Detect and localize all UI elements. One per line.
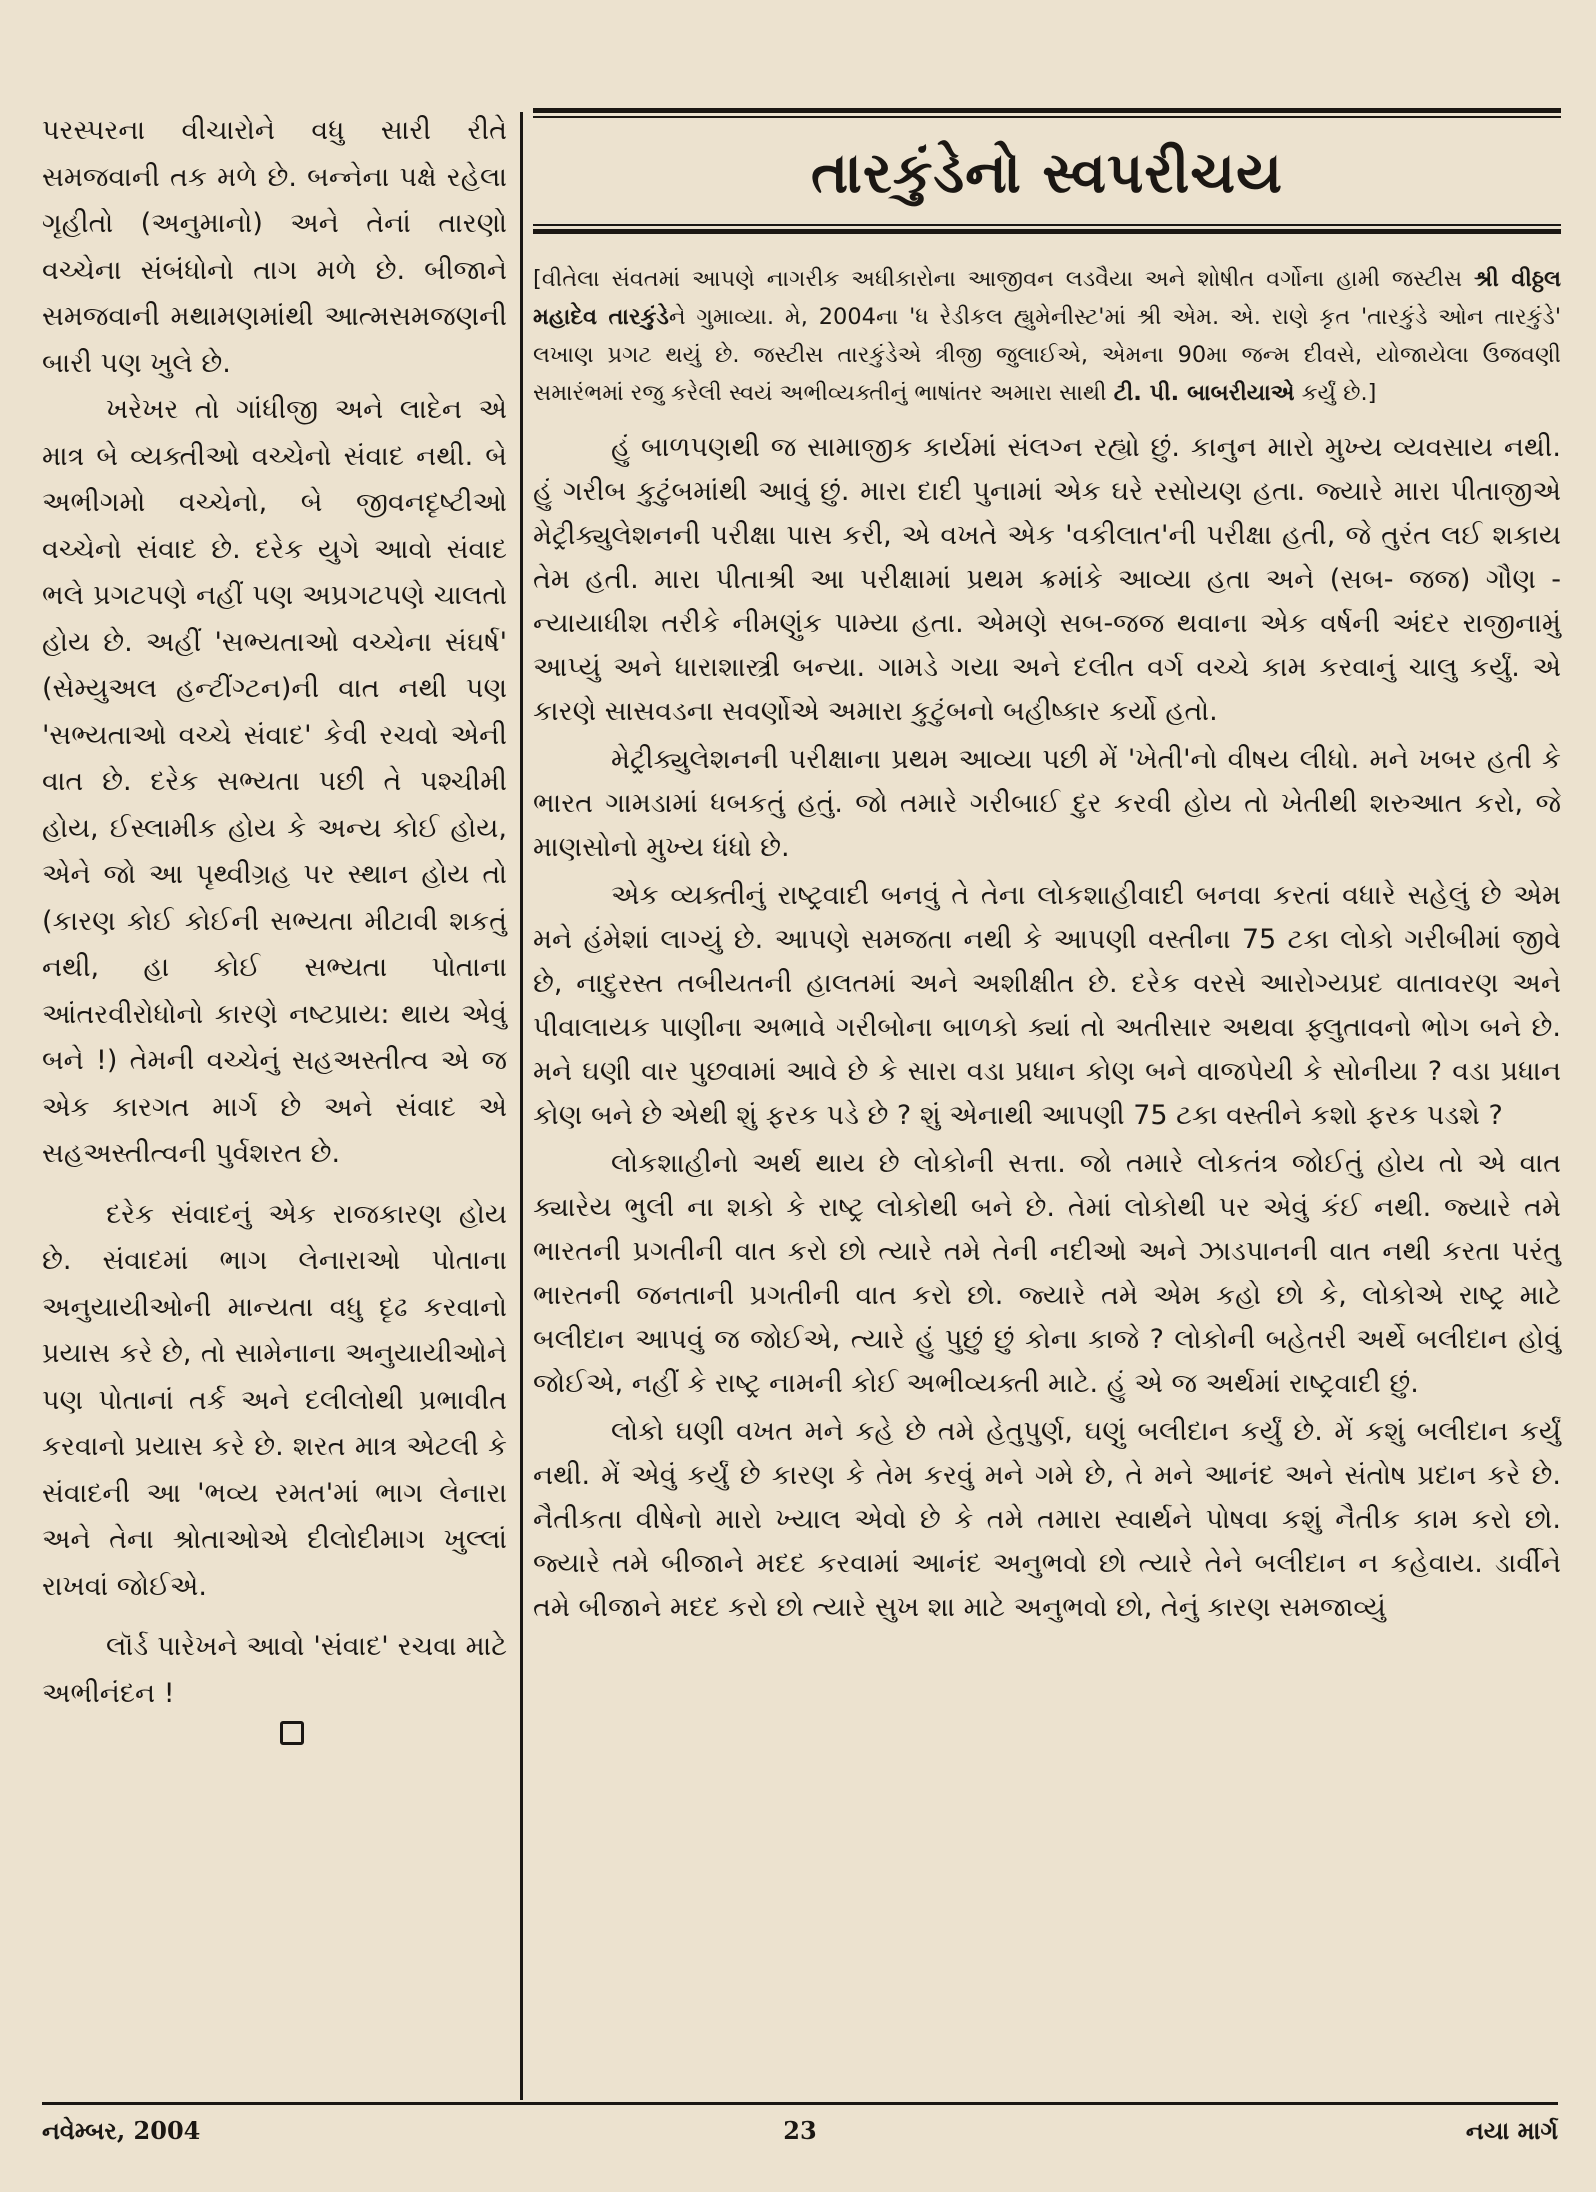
editor-note-part2: ને ગુમાવ્યા. મે, 2004ના 'ધ રેડીકલ હ્યુમેનીસ્ટ'માં શ્રી એમ. એ. રાણે કૃત 'તારકુંડે ઓન તારકુંડે' લખાણ પ્રગટ થયું છે. જસ્ટીસ તારકુંડેએ ત્રીજી જુલાઈએ, એમના 90મા જન્મ દીવસે, યોજાયેલા ઉજવણી સમારંભમાં રજુ કરેલી સ્વયં અભીવ્યક્તીનું ભાષાંતર અમારા સાથી (533, 304, 1562, 406)
article-body (533, 426, 1561, 1630)
article-column (533, 108, 1561, 1630)
left-paragraph-4: લૉર્ડ પારેખને આવો 'સંવાદ' રચવા માટે અભીનંદન ! (42, 1631, 507, 1709)
title-rule-bottom (533, 229, 1561, 234)
article-paragraph-2: મેટ્રીક્યુલેશનની પરીક્ષાના પ્રથમ આવ્યા પછી મેં 'ખેતી'નો વીષય લીધો. મને ખબર હતી કે ભારત ગામડામાં ધબકતું હતું. જો તમારે ગરીબાઈ દુર કરવી હોય તો ખેતીથી શરુઆત કરો, જે માણસોનો મુખ્ય ધંધો છે. (533, 744, 1561, 863)
article-paragraph-4: લોકશાહીનો અર્થ થાય છે લોકોની સત્તા. જો તમારે લોકતંત્ર જોઈતું હોય તો એ વાત ક્યારેય ભુલી ના શકો કે રાષ્ટ્ર લોકોથી બને છે. તેમાં લોકોથી પર એવું કંઈ નથી. જ્યારે તમે ભારતની પ્રગતીની વાત કરો છો ત્યારે તમે તેની નદીઓ અને ઝાડપાનની વાત નથી કરતા પરંતુ ભારતની જનતાની પ્રગતીની વાત કરો છો. જ્યારે તમે એમ કહો છો કે, લોકોએ રાષ્ટ્ર માટે બલીદાન આપવું જ જોઈએ, ત્યારે હું પુછું છું કોના કાજે ? લોકોની બહેતરી અર્થે બલીદાન હોવું જોઈએ, નહીં કે રાષ્ટ્ર નામની કોઈ અભીવ્યક્તી માટે. હું એ જ અર્થમાં રાષ્ટ્રવાદી છું. (533, 1148, 1561, 1399)
editor-note-translator: ટી. પી. બાબરીયાએ (1113, 380, 1295, 406)
editor-note-part3: કર્યું છે.] (1294, 380, 1377, 406)
left-paragraph-3: દરેક સંવાદનું એક રાજકારણ હોય છે. સંવાદમાં ભાગ લેનારાઓ પોતાના અનુયાયીઓની માન્યતા વધુ દૃઢ કરવાનો પ્રયાસ કરે છે, તો સામેનાના અનુયાયીઓને પણ પોતાનાં તર્ક અને દલીલોથી પ્રભાવીત કરવાનો પ્રયાસ કરે છે. શરત માત્ર એટલી કે સંવાદની આ 'ભવ્ય રમત'માં ભાગ લેનારા અને તેના શ્રોતાઓએ દીલોદીમાગ ખુલ્લાં રાખવાં જોઈએ. (42, 1198, 507, 1602)
editor-note-name: શ્રી વીઠ્ઠલ મહાદેવ તારકુંડે (533, 266, 1561, 330)
article-paragraph-1: હું બાળપણથી જ સામાજીક કાર્યમાં સંલગ્ન રહ્યો છું. કાનુન મારો મુખ્ય વ્યવસાય નથી. હું ગરીબ કુટુંબમાંથી આવું છું. મારા દાદી પુનામાં એક ઘરે રસોયણ હતા. જ્યારે મારા પીતાજીએ મેટ્રીક્યુલેશનની પરીક્ષા પાસ કરી, એ વખતે એક 'વકીલાત'ની પરીક્ષા હતી, જે તુરંત લઈ શકાય તેમ હતી. મારા પીતાશ્રી આ પરીક્ષામાં પ્રથમ ક્રમાંકે આવ્યા હતા અને (સબ- જજ) ગૌણ - ન્યાયાધીશ તરીકે નીમણુંક પામ્યા હતા. એમણે સબ-જજ થવાના એક વર્ષની અંદર રાજીનામું આપ્યું અને ધારાશાસ્ત્રી બન્યા. ગામડે ગયા અને દલીત વર્ગ વચ્ચે કામ કરવાનું ચાલુ કર્યું. એ કારણે સાસવડના સવર્ણોએ અમારા કુટુંબનો બહીષ્કાર કર્યો હતો. (533, 432, 1561, 727)
page-number: 23 (783, 2116, 817, 2145)
title-box (533, 118, 1561, 224)
column-divider (520, 112, 523, 2100)
editor-note-part1: [વીતેલા સંવતમાં આપણે નાગરીક અધીકારોના આજીવન લડવૈયા અને શોષીત વર્ગોના હામી જસ્ટીસ (533, 266, 1474, 292)
article-paragraph-5: લોકો ઘણી વખત મને કહે છે તમે હેતુપુર્ણ, ઘણું બલીદાન કર્યું છે. મેં કશું બલીદાન કર્યું નથી. મેં એવું કર્યું છે કારણ કે તેમ કરવું મને ગમે છે, તે મને આનંદ અને સંતોષ પ્રદાન કરે છે. નૈતીકતા વીષેનો મારો ખ્યાલ એવો છે કે તમે તમારા સ્વાર્થને પોષવા કશું નૈતીક કામ કરો છો. જ્યારે તમે બીજાને મદદ કરવામાં આનંદ અનુભવો છો ત્યારે તેને બલીદાન ન કહેવાય. ડાર્વીને તમે બીજાને મદદ કરો છો ત્યારે સુખ શા માટે અનુભવો છો, તેનું કારણ સમજાવ્યું (533, 1416, 1561, 1623)
magazine-name: નયા માર્ગ (1465, 2116, 1558, 2145)
article-paragraph-3: એક વ્યક્તીનું રાષ્ટ્રવાદી બનવું તે તેના લોકશાહીવાદી બનવા કરતાં વધારે સહેલું છે એમ મને હંમેશાં લાગ્યું છે. આપણે સમજતા નથી કે આપણી વસ્તીના 75 ટકા લોકો ગરીબીમાં જીવે છે, નાદુરસ્ત તબીયતની હાલતમાં અને અશીક્ષીત છે. દરેક વરસે આરોગ્યપ્રદ વાતાવરણ અને પીવાલાયક પાણીના અભાવે ગરીબોના બાળકો ક્યાં તો અતીસાર અથવા ફ્લુતાવનો ભોગ બને છે. મને ઘણી વાર પુછવામાં આવે છે કે સારા વડા પ્રધાન કોણ બને વાજપેયી કે સોનીયા ? વડા પ્રધાન કોણ બને છે એથી શું ફરક પડે છે ? શું એનાથી આપણી 75 ટકા વસ્તીને કશો ફરક પડશે ? (533, 880, 1561, 1131)
left-paragraph-2: ખરેખર તો ગાંધીજી અને લાદેન એ માત્ર બે વ્યક્તીઓ વચ્ચેનો સંવાદ નથી. બે અભીગમો વચ્ચેનો, બે જીવનદૃષ્ટીઓ વચ્ચેનો સંવાદ છે. દરેક યુગે આવો સંવાદ ભલે પ્રગટપણે નહીં પણ અપ્રગટપણે ચાલતો હોય છે. અહીં 'સભ્યતાઓ વચ્ચેના સંઘર્ષ' (સેમ્યુઅલ હન્ટીંગ્ટન)ની વાત નથી પણ 'સભ્યતાઓ વચ્ચે સંવાદ' કેવી રચવો એની વાત છે. દરેક સભ્યતા પછી તે પશ્ચીમી હોય, ઈસ્લામીક હોય કે અન્ય કોઈ હોય, એને જો આ પૃથ્વીગ્રહ પર સ્થાન હોય તો (કારણ કોઈ કોઈની સભ્યતા મીટાવી શકતું નથી, હા કોઈ સભ્યતા પોતાના આંતરવીરોધોનો કારણે નષ્ટપ્રાય: થાય એવું બને !) તેમની વચ્ચેનું સહઅસ્તીત્વ એ જ એક કારગત માર્ગ છે અને સંવાદ એ સહઅસ્તીત્વની પુર્વશરત છે. (42, 394, 507, 1169)
editor-note (533, 260, 1561, 412)
page-footer (42, 2116, 1558, 2156)
footer-rule (42, 2102, 1558, 2105)
left-paragraph-1: પરસ્પરના વીચારોને વધુ સારી રીતે સમજવાની તક મળે છે. બન્નેના પક્ષે રહેલા ગૃહીતો (અનુમાનો) અને તેનાં તારણો વચ્ચેના સંબંધોનો તાગ મળે છે. બીજાને સમજવાની મથામણમાંથી આત્મસમજણની બારી પણ ખુલે છે. (42, 115, 507, 379)
end-square-icon (280, 1721, 304, 1745)
article-title: તારકુંડેનો સ્વપરીચય (811, 141, 1283, 206)
left-column (42, 108, 507, 1745)
footer-date: નવેમ્બર, 2004 (42, 2116, 201, 2145)
